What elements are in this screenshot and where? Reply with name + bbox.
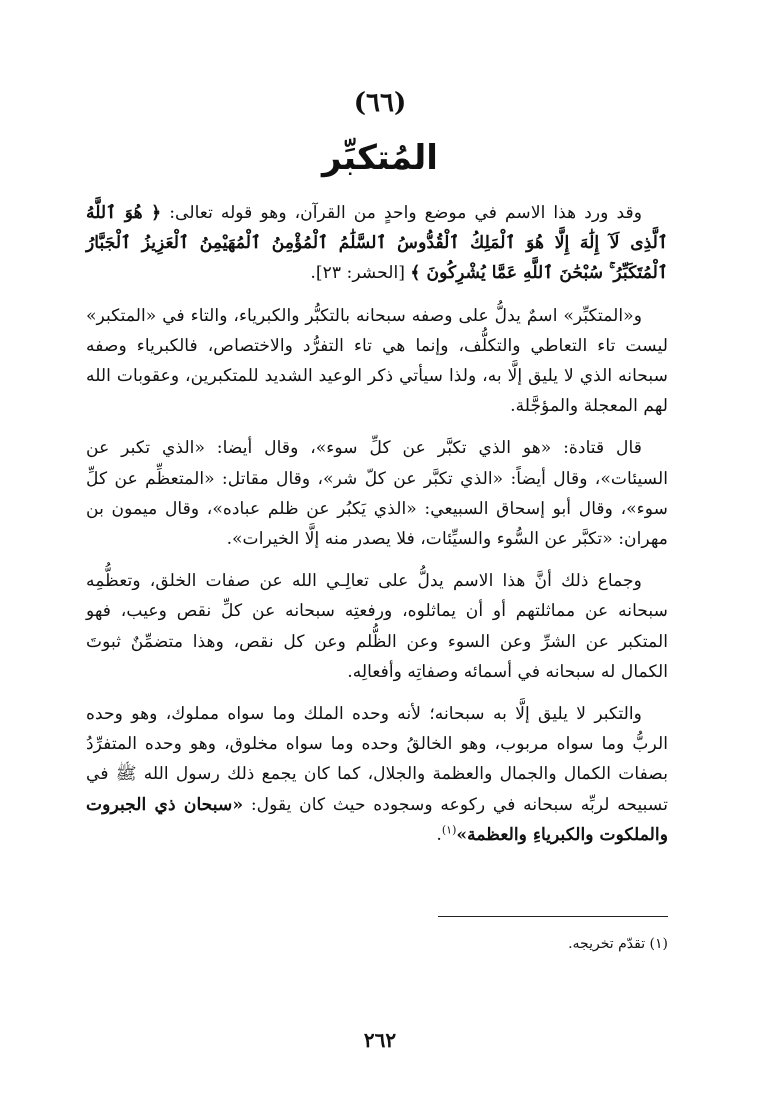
footnote: (١) تقدّم تخريجه.: [568, 936, 668, 952]
chapter-number: (٦٦): [353, 88, 407, 118]
main-text: [86, 198, 668, 862]
footnote-divider: [438, 916, 668, 917]
paragraph-5-end: .: [436, 824, 442, 845]
paragraph-2: و«المتكبِّر» اسمٌ يدلُّ على وصفه سبحانه بالتكبُّر والكبرياء، والتاء في «المتكبر» ليست تاء التعاطي والتكلُّف، وإنما هي تاء التفرُّد والاختصاص، فالكبرياء وصفه سبحانه الذي لا يليق إلَّا به، ولذا سيأتي ذكر الوعيد الشديد للمتكبرين، وعقوبات الله لهم المعجلة والمؤجَّلة.: [86, 305, 668, 417]
paragraph-1: [86, 198, 668, 289]
paragraph-5: [86, 699, 668, 850]
paragraph-1-intro: وقد ورد هذا الاسم في موضع واحدٍ من القرآن، وهو قوله تعالى:: [161, 203, 642, 223]
footnote-marker: (١): [441, 823, 457, 837]
verse-reference: [الحشر: ٢٣].: [310, 263, 411, 284]
paragraph-4: وجماع ذلك أنَّ هذا الاسم يدلُّ على تعالِـي الله عن صفات الخلق، وتعظُّمِه سبحانه عن مماثلتهم أو أن يماثلوه، ورفعتِه سبحانه عن كلِّ نقص وعيب، فهو المتكبر عن الشرِّ وعن السوء وعن الظُّلم وعن كل نقص، وهذا متضمِّنٌ ثبوتَ الكمال له سبحانه في أسمائه وصفاتِه وأفعالِه.: [86, 571, 668, 682]
page-number: ٢٦٢: [363, 1028, 397, 1052]
chapter-title: المُتكبِّر: [322, 138, 438, 178]
paragraph-5-text: والتكبر لا يليق إلَّا به سبحانه؛ لأنه وحده الملك وما سواه مملوك، وهو وحده الربُّ وما سواه مربوب، وهو الخالقُ وحده وما سواه مخلوق، وهو وحده المتفرِّدُ بصفات الكمال والجمال والعظمة والجلال، كما كان يجمع ذلك رسول الله ﷺ في تسبيحه لربِّه سبحانه في ركوعه وسجوده حيث كان يقول:: [86, 704, 668, 815]
hadith-quote: «سبحان ذي الجبروت والملكوت والكبرياءِ والعظمة»: [86, 794, 668, 845]
paragraph-3: قال قتادة: «هو الذي تكبَّر عن كلِّ سوء»، وقال أيضا: «الذي تكبر عن السيئات»، وقال أيضاً: «الذي تكبَّر عن كلّ شر»، وقال مقاتل: «المتعظِّم عن كلِّ سوء»، وقال أبو إسحاق السبيعي: «الذي يَكبُر عن ظلم عباده»، وقال ميمون بن مهران: «تكبَّر عن السُّوء والسيِّئات، فلا يصدر منه إلَّا الخيرات».: [86, 438, 668, 550]
quran-verse: ﴿ هُوَ ٱللَّهُ ٱلَّذِى لَآ إِلَٰهَ إِلَّا هُوَ ٱلْمَلِكُ ٱلْقُدُّوسُ ٱلسَّلَٰمُ ٱلْمُؤْمِنُ ٱلْمُهَيْمِنُ ٱلْعَزِيزُ ٱلْجَبَّارُ ٱلْمُتَكَبِّرُ ۚ سُبْحَٰنَ ٱللَّهِ عَمَّا يُشْرِكُونَ ﴾: [86, 203, 668, 284]
